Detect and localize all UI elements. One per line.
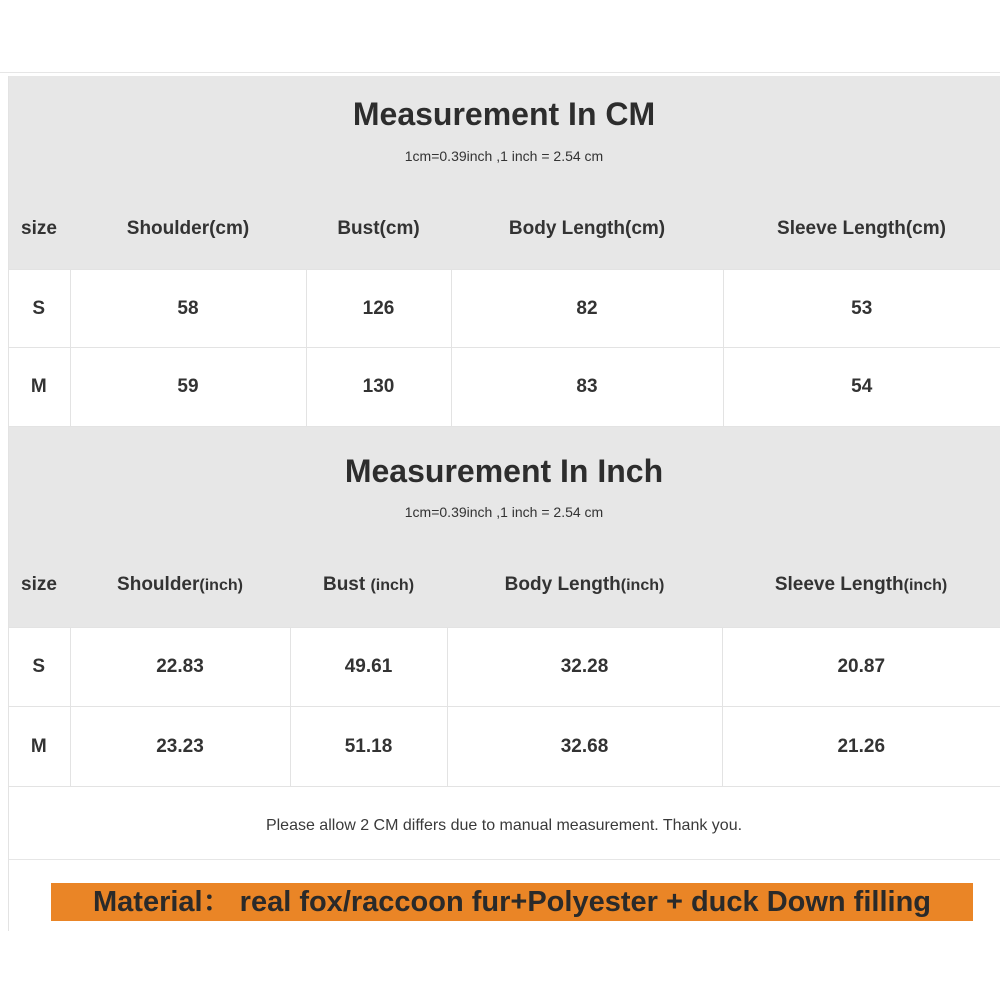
cell-sleeve-length: 21.26 [722,707,1000,787]
cm-table [8,269,1000,427]
cell-size: M [8,707,70,787]
table-row [8,628,1000,707]
col-header-size: size [21,218,57,239]
cell-body-length: 83 [451,348,723,427]
size-chart [8,76,1000,930]
col-header-size: size [21,574,57,595]
cm-section-subtitle: 1cm=0.39inch ,1 inch = 2.54 cm [404,148,604,164]
material-section [8,860,1000,930]
col-header-sleeve-length: Sleeve Length(inch) [774,574,948,595]
cell-shoulder: 59 [70,348,306,427]
col-header-body-length: Body Length(inch) [504,574,665,595]
col-header-shoulder: Shoulder(cm) [126,218,250,239]
cell-shoulder: 58 [70,270,306,348]
cell-body-length: 82 [451,270,723,348]
col-header-body-length: Body Length(cm) [508,218,666,239]
cell-size: M [8,348,70,427]
table-row [8,270,1000,348]
inch-table [8,627,1000,787]
cell-sleeve-length: 53 [723,270,1000,348]
col-header-sleeve-length: Sleeve Length(cm) [777,218,946,239]
cell-shoulder: 22.83 [70,628,290,707]
top-divider [0,72,1000,73]
cm-section-header [8,76,1000,269]
material-banner: Material： real fox/raccoon fur+Polyester + duck Down filling [51,883,973,921]
col-header-shoulder: Shoulder(inch) [117,574,243,595]
cell-bust: 49.61 [290,628,447,707]
cell-size: S [8,270,70,348]
left-border [8,76,9,931]
cell-bust: 51.18 [290,707,447,787]
inch-section-header [8,427,1000,627]
cell-shoulder: 23.23 [70,707,290,787]
inch-section-title: Measurement In Inch [344,453,664,489]
measurement-note: Please allow 2 CM differs due to manual measurement. Thank you. [8,787,1000,860]
cm-section-title: Measurement In CM [352,96,656,132]
cell-sleeve-length: 54 [723,348,1000,427]
cell-size: S [8,628,70,707]
col-header-bust: Bust (inch) [322,574,415,595]
table-row [8,348,1000,427]
inch-section-subtitle: 1cm=0.39inch ,1 inch = 2.54 cm [404,504,604,520]
cell-bust: 130 [306,348,451,427]
cell-body-length: 32.68 [447,707,722,787]
cell-sleeve-length: 20.87 [722,628,1000,707]
cell-body-length: 32.28 [447,628,722,707]
cell-bust: 126 [306,270,451,348]
col-header-bust: Bust(cm) [337,218,420,239]
table-row [8,707,1000,787]
